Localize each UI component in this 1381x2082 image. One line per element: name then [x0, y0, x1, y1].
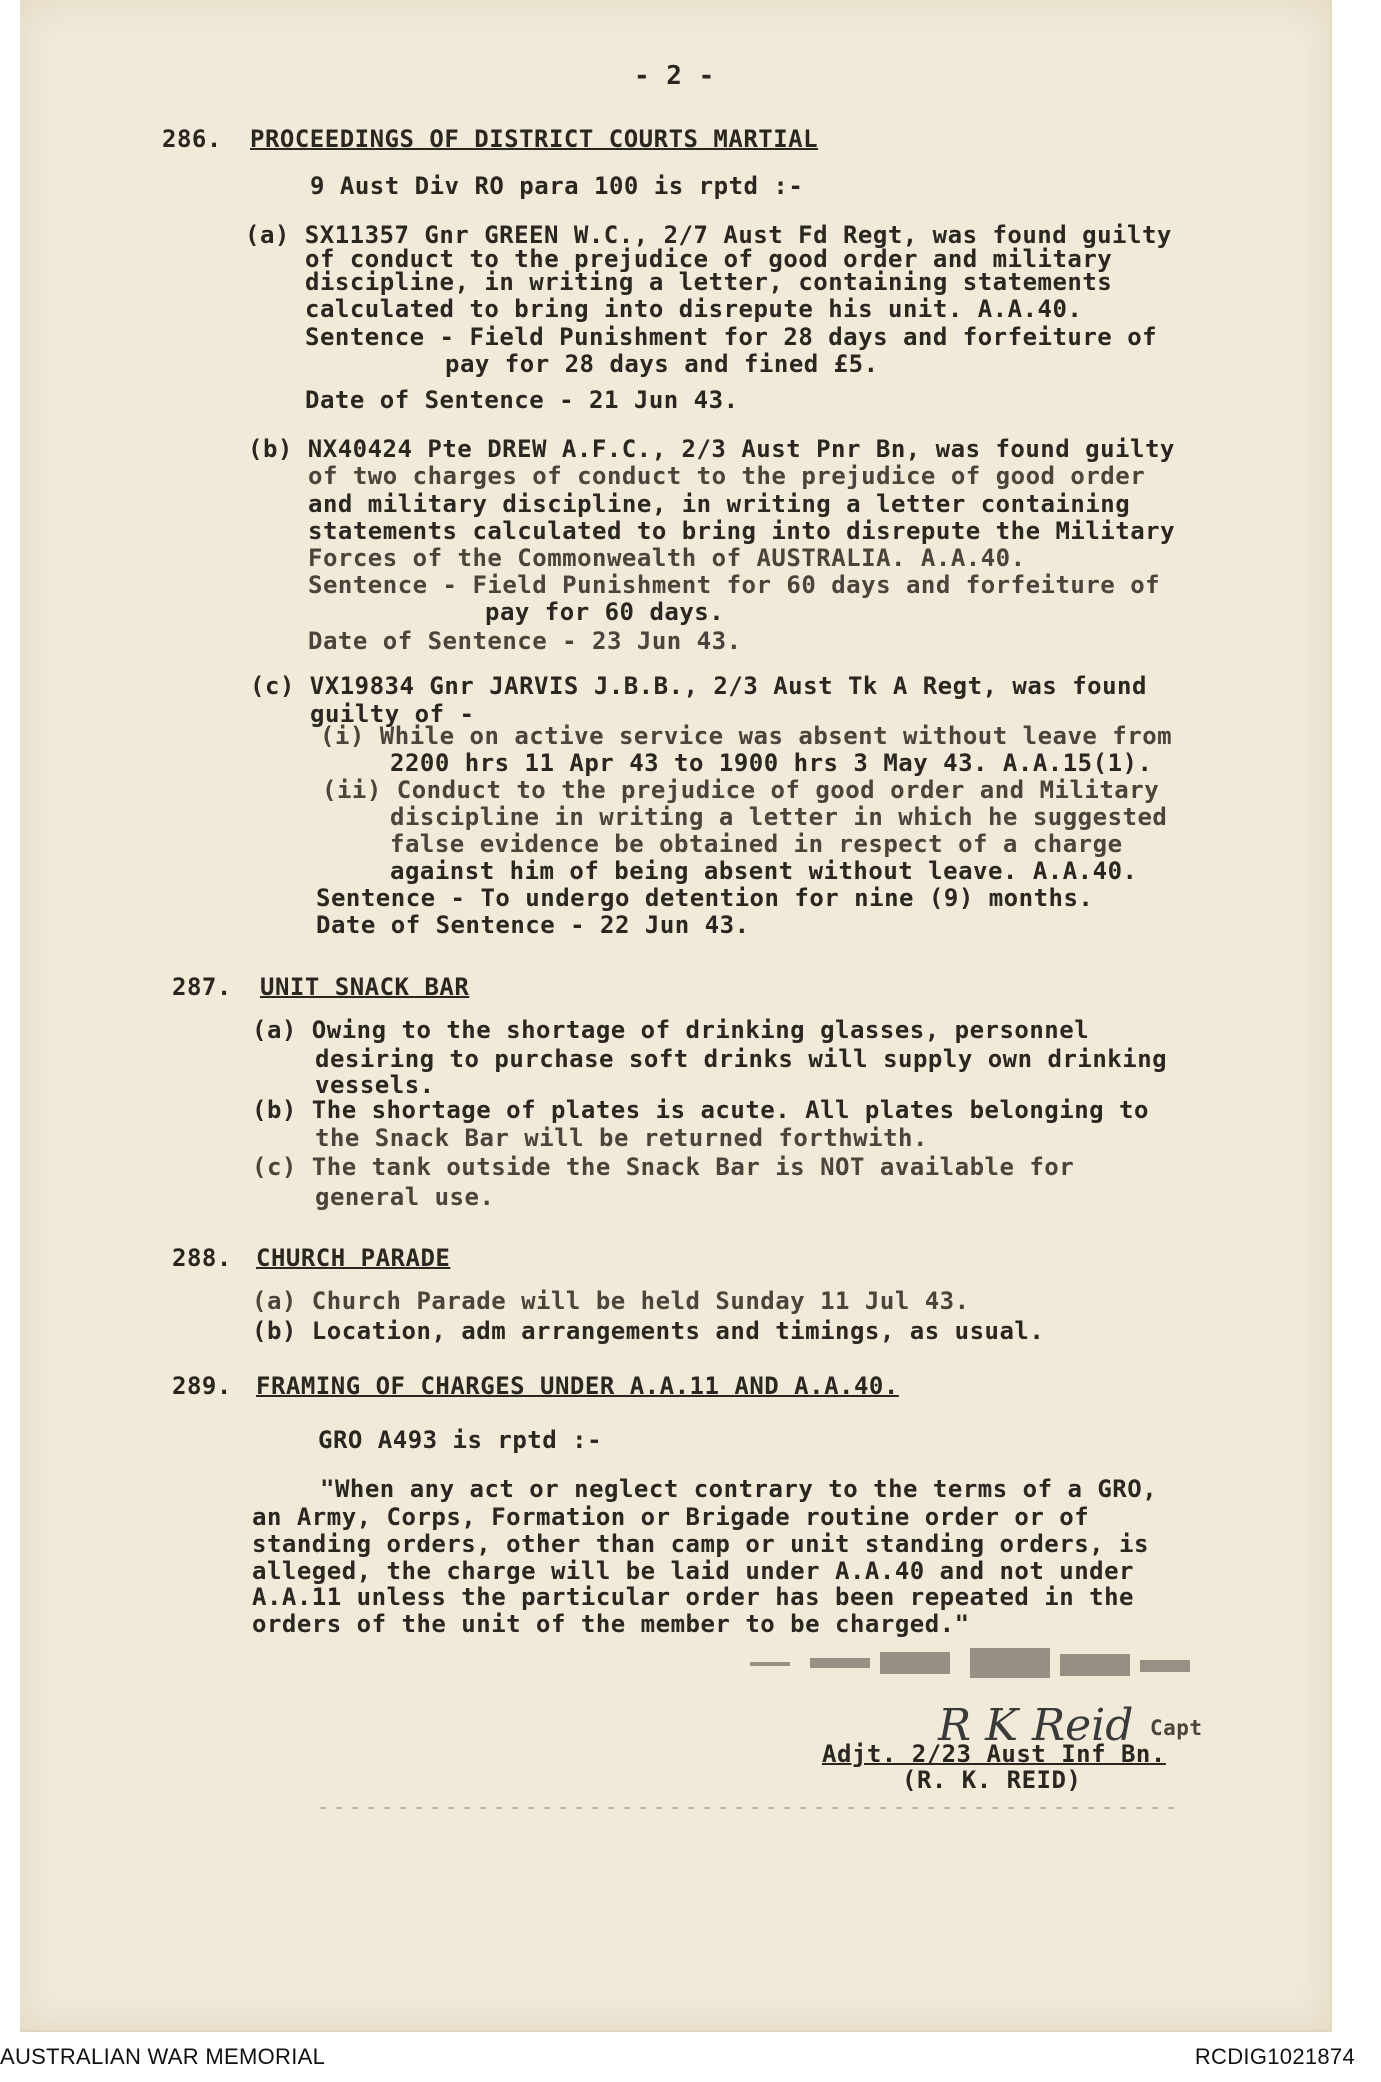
footer-collection: AUSTRALIAN WAR MEMORIAL [0, 2044, 326, 2069]
item-286b-line-7: pay for 60 days. [485, 598, 725, 626]
quote-line-1: "When any act or neglect contrary to the terms of a GRO, [320, 1475, 1158, 1503]
section-286-number: 286. [162, 125, 222, 153]
section-289-intro: GRO A493 is rptd :- [318, 1426, 603, 1454]
section-287-heading: UNIT SNACK BAR [260, 973, 470, 1001]
quote-line-3: standing orders, other than camp or unit standing orders, is [252, 1530, 1149, 1558]
item-286c-line-6: discipline in writing a letter in which he suggested [390, 803, 1168, 831]
handwritten-signature: R K Reid [938, 1700, 1134, 1751]
section-286-heading: PROCEEDINGS OF DISTRICT COURTS MARTIAL [250, 125, 819, 153]
item-287-line-3: vessels. [315, 1071, 435, 1099]
item-286a-line-4: calculated to bring into disrepute his unit. A.A.40. [305, 295, 1083, 323]
quote-line-2: an Army, Corps, Formation or Brigade routine order or of [252, 1503, 1090, 1531]
signature-rank: Capt [1150, 1716, 1203, 1740]
item-286c-line-5: (ii) Conduct to the prejudice of good order and Military [322, 776, 1160, 804]
item-286a-line-2: of conduct to the prejudice of good order and military [305, 245, 1113, 273]
section-287-number: 287. [172, 973, 232, 1001]
item-288-line-2: (b) Location, adm arrangements and timings, as usual. [252, 1317, 1045, 1345]
item-286c-line-2: guilty of - [310, 700, 475, 728]
section-286-intro: 9 Aust Div RO para 100 is rptd :- [310, 172, 804, 200]
item-286b-line-2: of two charges of conduct to the prejudice of good order [308, 462, 1146, 490]
faint-dotted-line [320, 1800, 1180, 1820]
item-286b-line-6: Sentence - Field Punishment for 60 days and forfeiture of [308, 571, 1161, 599]
item-286a-line-5: Sentence - Field Punishment for 28 days and forfeiture of [305, 323, 1158, 351]
footer-identifier: RCDIG1021874 [1194, 2044, 1355, 2069]
item-286b-line-4: statements calculated to bring into disrepute the Military [308, 517, 1176, 545]
signature-name: (R. K. REID) [902, 1766, 1082, 1794]
item-286b-line-5: Forces of the Commonwealth of AUSTRALIA. A.A.40. [308, 544, 1026, 572]
item-287-line-4: (b) The shortage of plates is acute. All plates belonging to [252, 1096, 1149, 1124]
quote-line-5: A.A.11 unless the particular order has been repeated in the [252, 1583, 1135, 1611]
quote-line-4: alleged, the charge will be laid under A.A.40 and not under [252, 1557, 1135, 1585]
section-289-heading: FRAMING OF CHARGES UNDER A.A.11 AND A.A.40. [256, 1372, 899, 1400]
item-286a-line-7: Date of Sentence - 21 Jun 43. [305, 386, 739, 414]
item-286c-line-3: (i) While on active service was absent without leave from [320, 722, 1173, 750]
item-287-line-1: (a) Owing to the shortage of drinking glasses, personnel [252, 1016, 1090, 1044]
item-286a-line-3: discipline, in writing a letter, containing statements [305, 268, 1113, 296]
item-288-line-1: (a) Church Parade will be held Sunday 11 Jul 43. [252, 1287, 970, 1315]
item-286a-line-6: pay for 28 days and fined £5. [445, 350, 879, 378]
quote-line-6: orders of the unit of the member to be charged." [252, 1610, 970, 1638]
section-289-number: 289. [172, 1372, 232, 1400]
item-286b-line-1: (b) NX40424 Pte DREW A.F.C., 2/3 Aust Pnr Bn, was found guilty [248, 435, 1175, 463]
item-287-line-6: (c) The tank outside the Snack Bar is NOT available for [252, 1153, 1075, 1181]
page-number: - 2 - [634, 61, 715, 91]
document-page [20, 0, 1332, 2032]
signature-appointment: Adjt. 2/23 Aust Inf Bn. [822, 1740, 1166, 1768]
item-286c-line-9: Sentence - To undergo detention for nine (9) months. [316, 884, 1094, 912]
item-287-line-7: general use. [315, 1183, 495, 1211]
item-286c-line-7: false evidence be obtained in respect of a charge [390, 830, 1123, 858]
item-286b-line-3: and military discipline, in writing a letter containing [308, 490, 1131, 518]
item-286c-line-4: 2200 hrs 11 Apr 43 to 1900 hrs 3 May 43. A.A.15(1). [390, 749, 1153, 777]
item-287-line-2: desiring to purchase soft drinks will supply own drinking [315, 1045, 1168, 1073]
section-288-heading: CHURCH PARADE [256, 1244, 451, 1272]
item-286c-line-1: (c) VX19834 Gnr JARVIS J.B.B., 2/3 Aust Tk A Regt, was found [250, 672, 1147, 700]
item-286c-line-8: against him of being absent without leave. A.A.40. [390, 857, 1138, 885]
section-288-number: 288. [172, 1244, 232, 1272]
item-286a-line-1: (a) SX11357 Gnr GREEN W.C., 2/7 Aust Fd Regt, was found guilty [245, 221, 1172, 249]
item-286c-line-10: Date of Sentence - 22 Jun 43. [316, 911, 750, 939]
ink-smudge [740, 1640, 1200, 1700]
item-287-line-5: the Snack Bar will be returned forthwith. [315, 1124, 928, 1152]
item-286b-line-8: Date of Sentence - 23 Jun 43. [308, 627, 742, 655]
